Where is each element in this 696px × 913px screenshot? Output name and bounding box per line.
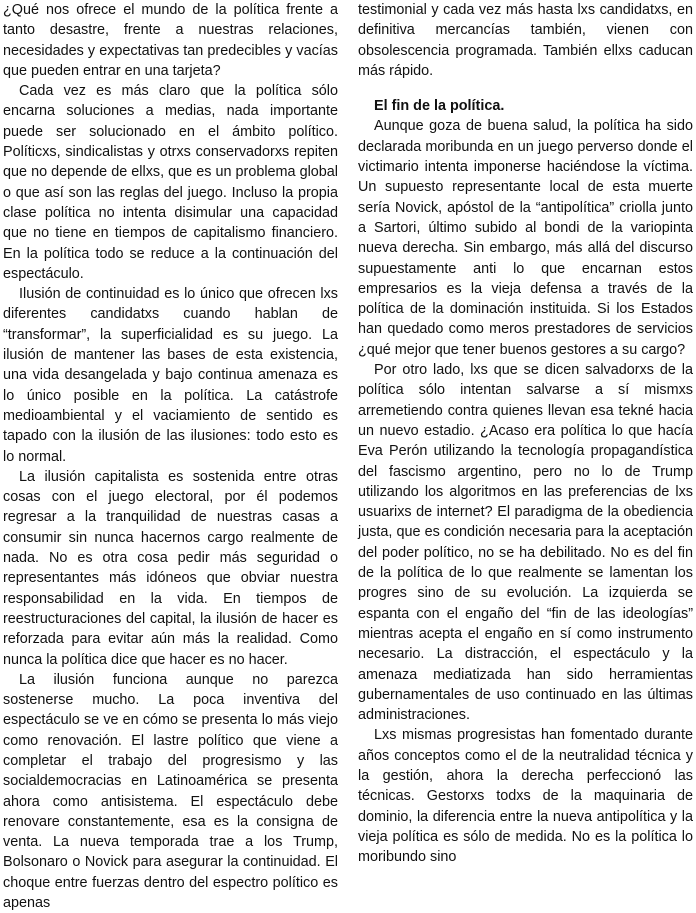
paragraph-continuation: testimonial y cada vez más hasta lxs candidatxs, en definitiva mercancías también, vienen con obsolescencia programada. También ellxs caducan más rápido. <box>358 2 693 79</box>
paragraph: Cada vez es más claro que la política sólo encarna soluciones a medias, nada importante puede ser solucionado en el ámbito político. Políticxs, sindicalistas y otrxs conservadorxs repiten que no depende de ellxs, que es un problema global o que así son las reglas del juego. Incluso la propia clase política no intenta disimular una capacidad que no tiene en tiempos de capitalismo financiero. En la política todo se reduce a la continuación del espectáculo. <box>3 83 338 282</box>
section-heading: El fin de la política. <box>374 98 505 115</box>
paragraph: Ilusión de continuidad es lo único que ofrecen lxs diferentes candidatxs cuando hablan de “transformar”, la superficialidad es su juego. La ilusión de mantener las bases de esta existencia, una vida desangelada y bajo continua amenaza es lo único posible en la política. La catástrofe medioambiental y el vaciamiento de sentido es tapado con la ilusión de las ilusiones: todo esto es lo normal. <box>3 286 338 465</box>
paragraph: Lxs mismas progresistas han fomentado durante años conceptos como el de la neutralidad técnica y la gestión, ahora la derecha perfeccionó las técnicas. Gestorxs todxs de la maquinaria de dominio, la diferencia entre la nueva antipolítica y la vieja política es sólo de medida. No es la política lo moribundo sino <box>358 727 693 866</box>
right-column <box>358 0 693 867</box>
paragraph: Aunque goza de buena salud, la política ha sido declarada moribunda en un juego perverso donde el victimario intenta imponerse haciéndose la víctima. Un supuesto representante local de esta muerte sería Novick, apóstol de la “antipolítica” criolla junto a Sartori, último subido al bondi de la variopinta nueva derecha. Sin embargo, más allá del discurso supuestamente anti lo que encarnan estos empresarios es la vieja defensa a través de la política de la dominación instituida. Si los Estados han quedado como meros prestadores de servicios ¿qué mejor que tener buenos gestores a su cargo? <box>358 118 693 358</box>
paragraph: Por otro lado, lxs que se dicen salvadorxs de la política sólo intentan salvarse a sí mismxs arremetiendo contra quienes llevan esa tekné hacia un nuevo estadio. ¿Acaso era política lo que hacía Eva Perón utilizando la tecnología propagandística del fascismo argentino, pero no lo de Trump utilizando los algoritmos en las preferencias de lxs usuarixs de internet? El paradigma de la obediencia justa, que es condición necesaria para la aceptación del poder político, no se ha debilitado. No es del fin de la política de lo que realmente se lamentan los progres sino de su evolución. La izquierda se espanta con el engaño del “fin de las ideologías” mientras acepta el engaño en sí como instrumento necesario. La distracción, el espectáculo y la amenaza mediatizada han sido herramientas gubernamentales de uso continuado en las últimas administraciones. <box>358 362 693 724</box>
paragraph: La ilusión funciona aunque no parezca sostenerse mucho. La poca inventiva del espectáculo se ve en cómo se presenta lo más viejo como renovación. El lastre político que viene a completar el trabajo del progresismo y las socialdemocracias en Latinoamérica se presenta ahora como antisistema. El espectáculo debe renovare constantemente, esa es la consigna de venta. La nueva temporada trae a los Trump, Bolsonaro o Novick para asegurar la continuidad. El choque entre fuerzas dentro del espectro político es apenas <box>3 671 338 912</box>
paragraph-intro-question: ¿Qué nos ofrece el mundo de la política frente a tanto desastre, frente a nuestras relaciones, necesidades y expectativas tan predecibles y vacías que pueden entrar en una tarjeta? <box>3 2 338 79</box>
paragraph: La ilusión capitalista es sostenida entre otras cosas con el juego electoral, por él podemos regresar a la tranquilidad de nuestras casas a consumir sin nunca hacernos cargo realmente de nada. No es otra cosa pedir más seguridad o representantes más idóneos que obviar nuestra responsabilidad en la vida. En tiempos de reestructuraciones del capital, la ilusión de hacer es reforzada para evitar aún más la realidad. Como nunca la política dice que hacer es no hacer. <box>3 468 338 668</box>
left-column <box>3 0 338 913</box>
